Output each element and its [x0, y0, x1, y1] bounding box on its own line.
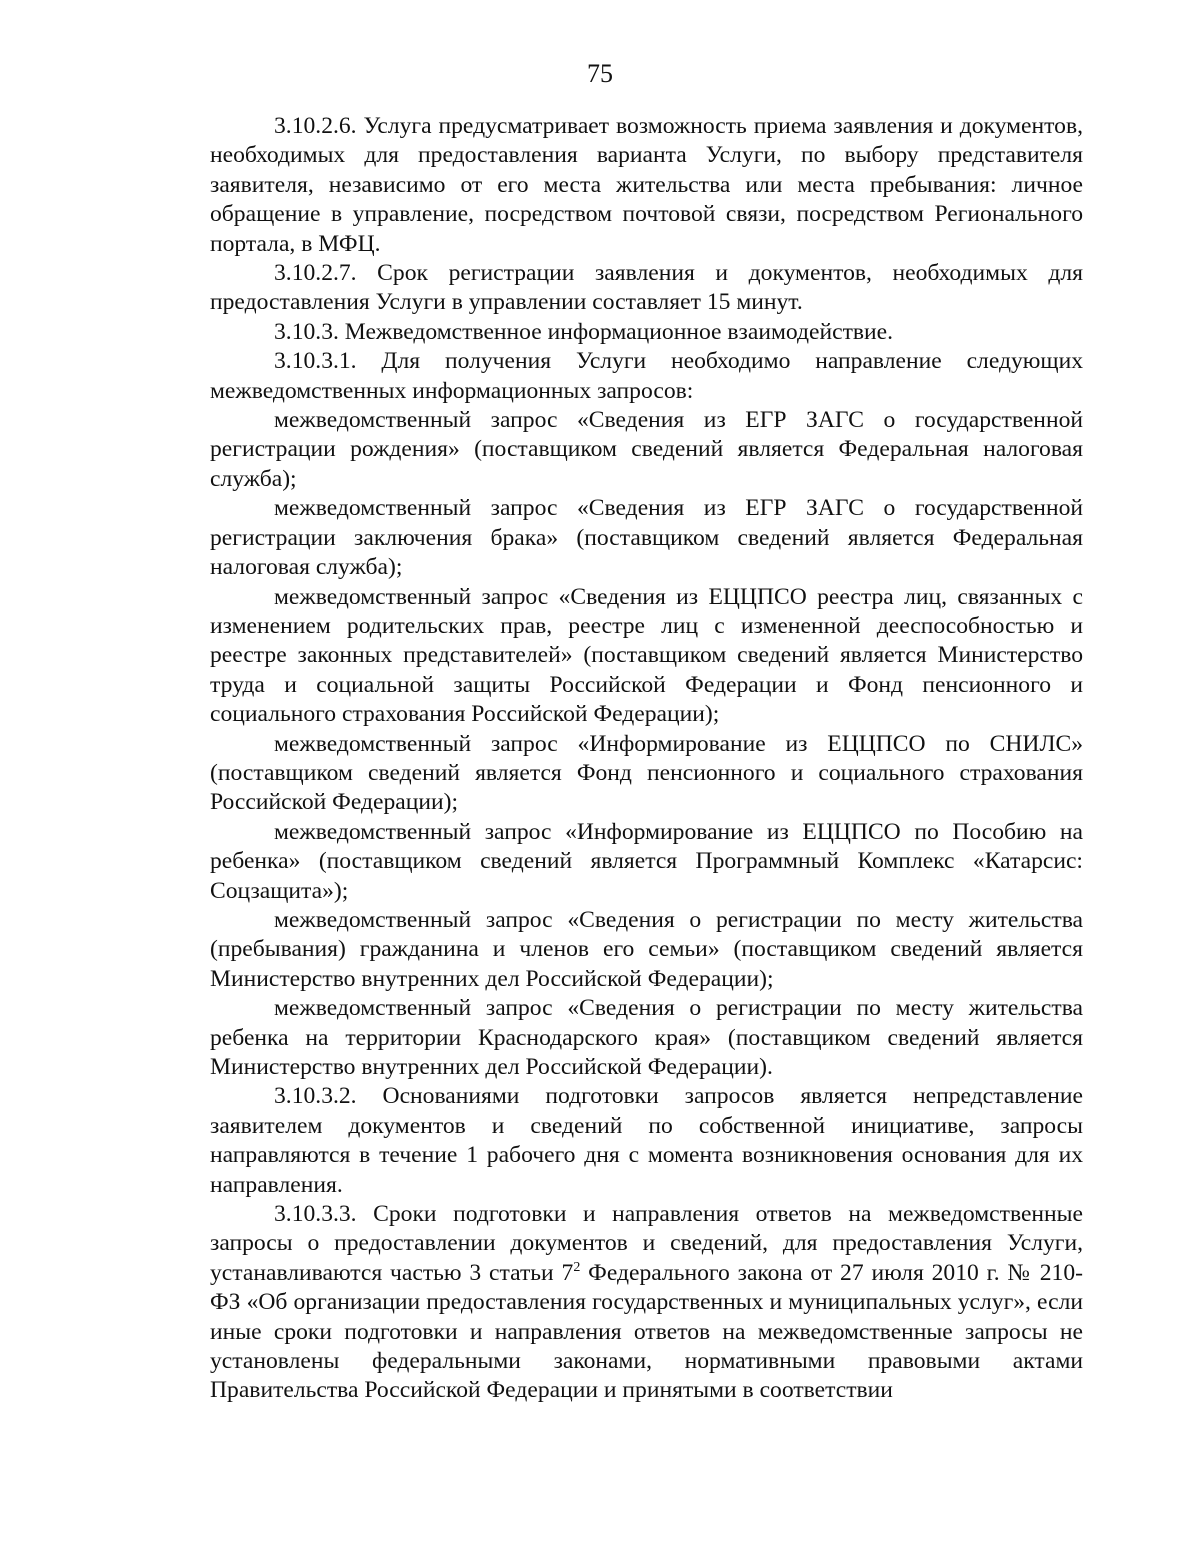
- document-body: [210, 112, 1083, 1406]
- paragraph-3-10-3: 3.10.3. Межведомственное информационное взаимодействие.: [274, 318, 894, 345]
- paragraph-3-10-3-2: 3.10.3.2. Основаниями подготовки запросов является непредставление заявителем документов и сведений по собственной инициативе, запросы направляются в течение 1 рабочего дня с момента возникновения основания для их направления.: [210, 1083, 1083, 1198]
- request-item-marriage-registration: межведомственный запрос «Сведения из ЕГР ЗАГС о государственной регистрации заключения брака» (поставщиком сведений является Федеральная налоговая служба);: [210, 495, 1083, 581]
- page-number: 75: [587, 59, 613, 88]
- paragraph-3-10-3-1: 3.10.3.1. Для получения Услуги необходимо направление следующих межведомственных информационных запросов:: [210, 348, 1083, 404]
- article-superscript: 2: [573, 1259, 581, 1275]
- request-item-parental-rights-registry: межведомственный запрос «Сведения из ЕЦЦПСО реестра лиц, связанных с изменением родительских прав, реестре лиц с измененной дееспособностью и реестре законных представителей» (поставщиком сведений является Министерство труда и социальной защиты Российской Федерации и Фонд пенсионного и социального страхования Российской Федерации);: [210, 583, 1083, 728]
- paragraph-3-10-3-3-start: 3.10.3.3. Сроки подготовки и направления ответов на межведомственные запросы о предоставлении документов и сведений, для предоставления Услуги, устанавливаются частью 3 статьи 7: [210, 1201, 1083, 1286]
- request-item-snils: межведомственный запрос «Информирование из ЕЦЦПСО по СНИЛС» (поставщиком сведений является Фонд пенсионного и социального страхования Российской Федерации);: [210, 730, 1083, 816]
- request-item-citizen-residence: межведомственный запрос «Сведения о регистрации по месту жительства (пребывания) гражданина и членов его семьи» (поставщиком сведений является Министерство внутренних дел Российской Федерации);: [210, 906, 1083, 992]
- paragraph-3-10-2-6: 3.10.2.6. Услуга предусматривает возможность приема заявления и документов, необходимых для предоставления варианта Услуги, по выбору представителя заявителя, независимо от его места жительства или места пребывания: личное обращение в управление, посредством почтовой связи, посредством Регионального портала, в МФЦ.: [210, 113, 1083, 257]
- request-item-birth-registration: межведомственный запрос «Сведения из ЕГР ЗАГС о государственной регистрации рождения» (поставщиком сведений является Федеральная налоговая служба);: [210, 407, 1083, 492]
- request-item-child-benefit: межведомственный запрос «Информирование из ЕЦЦПСО по Пособию на ребенка» (поставщиком сведений является Программный Комплекс «Катарсис: Соцзащита»);: [210, 818, 1083, 904]
- paragraph-3-10-2-7: 3.10.2.7. Срок регистрации заявления и документов, необходимых для предоставления Услуги в управлении составляет 15 минут.: [210, 260, 1083, 316]
- paragraph-3-10-3-3: [210, 1200, 1083, 1406]
- request-item-child-residence: межведомственный запрос «Сведения о регистрации по месту жительства ребенка на территории Краснодарского края» (поставщиком сведений является Министерство внутренних дел Российской Федерации).: [210, 995, 1083, 1080]
- paragraph-3-10-3-3-end: Федерального закона от 27 июля 2010 г. № 210-ФЗ «Об организации предоставления государственных и муниципальных услуг», если иные сроки подготовки и направления ответов на межведомственные запросы не установлены федеральными законами, нормативными правовыми актами Правительства Российской Федерации и принятыми в соответствии: [210, 1259, 1083, 1404]
